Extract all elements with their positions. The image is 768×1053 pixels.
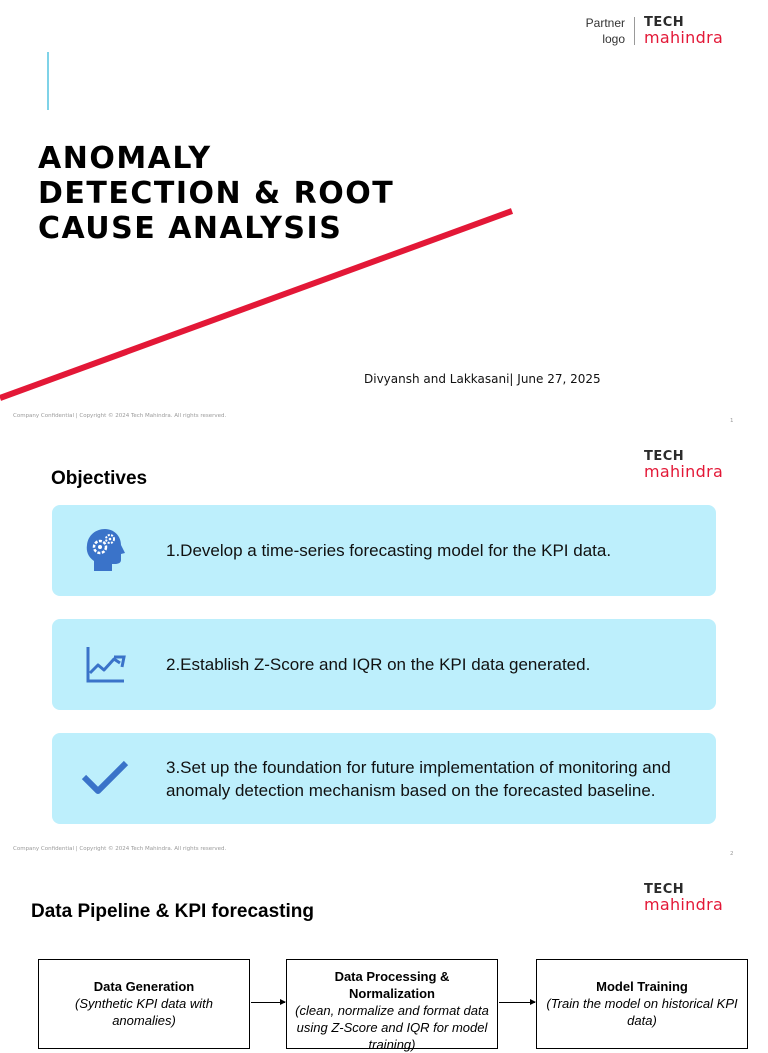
page-number: 1	[730, 418, 734, 424]
accent-line	[47, 52, 49, 110]
objective-card	[52, 619, 716, 710]
logo-divider	[634, 17, 635, 45]
slide-title: Objectives	[51, 468, 148, 489]
logo-label: logo	[602, 32, 625, 46]
tech-mahindra-logo: TECH mahindra	[644, 449, 724, 481]
data-pipeline-slide	[0, 866, 768, 1052]
flow-arrow	[251, 1002, 285, 1003]
pipeline-step-box	[286, 959, 498, 1052]
author-date: Divyansh and Lakkasani| June 27, 2025	[364, 372, 601, 386]
step-title: Data Generation	[93, 979, 195, 994]
flow-arrow	[499, 1002, 535, 1003]
confidential-footer: Company Confidential | Copyright © 2024 Tech Mahindra. All rights reserved.	[13, 846, 227, 852]
objective-card	[52, 733, 716, 824]
tech-mahindra-logo: TECH mahindra	[644, 882, 724, 914]
partner-logo-placeholder	[586, 15, 625, 47]
title-slide	[0, 0, 768, 433]
partner-label: Partner	[585, 16, 625, 30]
objective-text: 2.Establish Z-Score and IQR on the KPI data generated.	[166, 655, 591, 674]
presentation-title: ANOMALY DETECTION & ROOT CAUSE ANALYSIS	[38, 141, 395, 246]
checkmark-icon	[80, 753, 130, 803]
tech-mahindra-logo: TECH mahindra	[644, 15, 724, 47]
confidential-footer: Company Confidential | Copyright © 2024 Tech Mahindra. All rights reserved.	[13, 413, 227, 419]
step-description: (Train the model on historical KPI data)	[546, 996, 738, 1028]
step-description: (clean, normalize and format data using Z-Score and IQR for model training)	[295, 1003, 489, 1052]
slide-title: Data Pipeline & KPI forecasting	[31, 901, 314, 922]
pipeline-step-box	[38, 959, 250, 1049]
page-number: 2	[730, 851, 734, 857]
step-title: Data Processing & Normalization	[334, 969, 450, 1001]
objectives-slide	[0, 433, 768, 866]
pipeline-step-box	[536, 959, 748, 1049]
gear-head-icon	[80, 525, 130, 575]
step-description: (Synthetic KPI data with anomalies)	[74, 996, 213, 1028]
objective-text: 3.Set up the foundation for future implementation of monitoring and anomaly detection mechanism based on the forecasted baseline.	[166, 757, 671, 800]
step-title: Model Training	[596, 979, 688, 994]
trend-chart-icon	[80, 639, 130, 689]
objective-text: 1.Develop a time-series forecasting model for the KPI data.	[166, 541, 612, 560]
objective-card	[52, 505, 716, 596]
